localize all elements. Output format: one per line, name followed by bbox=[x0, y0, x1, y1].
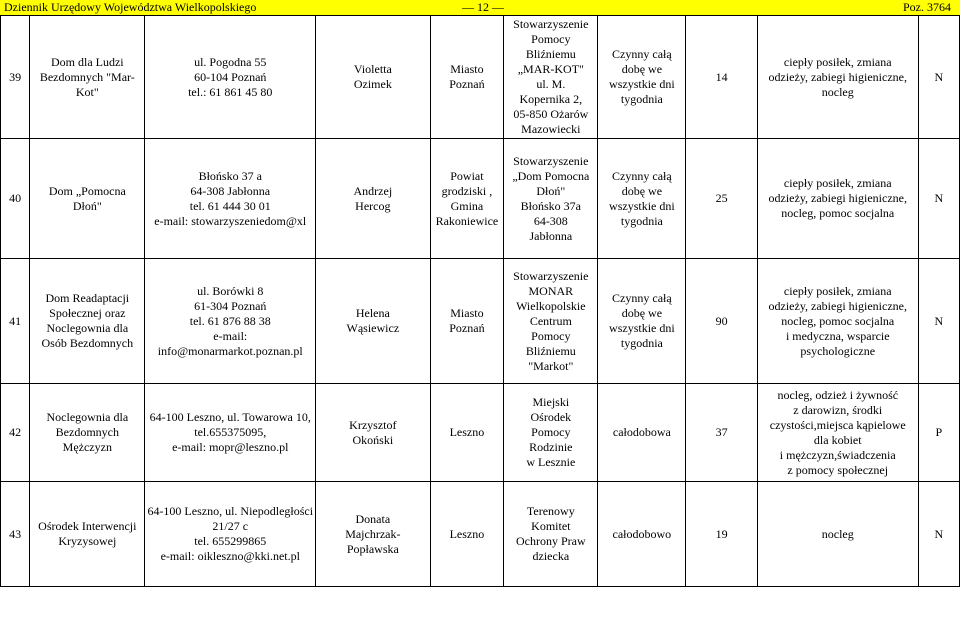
person-line: Krzysztof bbox=[349, 417, 397, 432]
cell-owner bbox=[430, 139, 504, 259]
person-line: Ozimek bbox=[353, 77, 392, 91]
name-line: Kryzysowej bbox=[58, 534, 117, 548]
name-line: Dom „Pomocna bbox=[48, 183, 126, 198]
address-line: 64-308 Jabłonna bbox=[190, 183, 271, 198]
person-line: Andrzej bbox=[353, 183, 393, 198]
page-number: — 12 — bbox=[462, 0, 504, 14]
services-line: psychologiczne bbox=[800, 343, 876, 358]
operator-line: Wielkopolskie bbox=[516, 298, 586, 313]
person-line: Popławska bbox=[346, 541, 399, 556]
cell-services bbox=[757, 139, 918, 259]
cell-type: N bbox=[918, 259, 959, 384]
operator-line: Mazowiecki bbox=[521, 122, 581, 136]
cell-address bbox=[145, 16, 316, 139]
owner-line: Poznań bbox=[449, 321, 485, 335]
cell-person bbox=[316, 384, 431, 482]
person-line: Okoński bbox=[352, 432, 394, 447]
operator-line: 64-308 bbox=[533, 213, 568, 228]
hours-line: wszystkie dni bbox=[609, 321, 675, 335]
services-line: odzieży, zabiegi higieniczne, bbox=[768, 69, 907, 84]
name-line: Mężczyzn bbox=[62, 440, 112, 454]
services-line: z darowizn, środki bbox=[793, 402, 883, 417]
address-line: e-mail: oikleszno@kki.net.pl bbox=[160, 549, 300, 563]
hours-line: Czynny całą bbox=[612, 291, 672, 305]
cell-places: 25 bbox=[686, 139, 758, 259]
cell-person bbox=[316, 139, 431, 259]
address-line: tel.655375095, bbox=[194, 425, 267, 439]
hours-line: dobę we bbox=[621, 183, 663, 198]
operator-line: Miejski bbox=[532, 395, 570, 409]
hours-line: Czynny całą bbox=[612, 47, 672, 61]
cell-hours bbox=[598, 482, 686, 587]
hours-line: tygodnia bbox=[620, 336, 663, 350]
table-row bbox=[1, 139, 960, 259]
address-line: Błońsko 37 a bbox=[198, 168, 262, 183]
address-line: tel. 655299865 bbox=[194, 534, 267, 548]
position-number: Poz. 3764 bbox=[903, 0, 951, 14]
owner-line: Leszno bbox=[449, 425, 485, 439]
cell-type: N bbox=[918, 16, 959, 139]
operator-line: „Dom Pomocna bbox=[512, 168, 590, 183]
operator-line: Jabłonna bbox=[529, 228, 573, 243]
name-line: Dłoń" bbox=[72, 198, 102, 213]
address-line: 21/27 c bbox=[212, 519, 249, 533]
operator-line: Bliźniemu bbox=[525, 47, 576, 61]
address-line: tel.: 61 861 45 80 bbox=[188, 84, 273, 99]
services-line: nocleg, pomoc socjalna bbox=[781, 313, 895, 328]
operator-line: dziecka bbox=[532, 549, 570, 563]
services-line: z pomocy społecznej bbox=[787, 462, 889, 477]
operator-line: w Lesznie bbox=[526, 455, 576, 469]
cell-lp: 43 bbox=[1, 482, 30, 587]
table-row bbox=[1, 384, 960, 482]
cell-places: 14 bbox=[686, 16, 758, 139]
cell-services bbox=[757, 16, 918, 139]
operator-line: Terenowy bbox=[526, 504, 575, 518]
operator-line: Błońsko 37a bbox=[520, 198, 581, 213]
address-line: e-mail: bbox=[213, 328, 248, 343]
owner-line: Powiat bbox=[450, 168, 484, 183]
person-line: Majchrzak- bbox=[345, 526, 401, 541]
cell-address bbox=[145, 259, 316, 384]
cell-services bbox=[757, 259, 918, 384]
services-line: nocleg bbox=[821, 526, 854, 541]
cell-name bbox=[30, 384, 145, 482]
cell-type: N bbox=[918, 482, 959, 587]
services-line: ciepły posiłek, zmiana bbox=[783, 54, 892, 69]
cell-name bbox=[30, 482, 145, 587]
cell-places: 37 bbox=[686, 384, 758, 482]
cell-lp: 39 bbox=[1, 16, 30, 139]
name-line: Dom Readaptacji bbox=[45, 291, 130, 305]
address-line: 64-100 Leszno, ul. Towarowa 10, bbox=[149, 410, 311, 424]
address-line: tel. 61 876 88 38 bbox=[189, 313, 271, 328]
operator-line: 05-850 Ożarów bbox=[513, 107, 589, 121]
owner-line: Poznań bbox=[449, 77, 485, 91]
name-line: Ośrodek Interwencji bbox=[38, 519, 137, 533]
cell-owner bbox=[430, 384, 504, 482]
journal-title: Dziennik Urzędowy Województwa Wielkopolskiego bbox=[4, 0, 257, 14]
cell-places: 90 bbox=[686, 259, 758, 384]
cell-name bbox=[30, 16, 145, 139]
services-line: nocleg, pomoc socjalna bbox=[781, 206, 895, 220]
services-line: dla kobiet bbox=[813, 432, 862, 447]
operator-line: MONAR bbox=[528, 283, 574, 298]
cell-owner bbox=[430, 259, 504, 384]
operator-line: Komitet bbox=[531, 519, 571, 533]
name-line: Dom dla Ludzi bbox=[50, 54, 124, 69]
services-line: i medyczna, wsparcie bbox=[785, 328, 890, 343]
shelter-table bbox=[0, 15, 960, 587]
cell-operator bbox=[504, 482, 598, 587]
cell-services bbox=[757, 384, 918, 482]
hours-line: Czynny całą bbox=[612, 168, 672, 183]
cell-person bbox=[316, 259, 431, 384]
operator-line: Stowarzyszenie bbox=[513, 153, 589, 168]
cell-address bbox=[145, 139, 316, 259]
page-header bbox=[0, 0, 960, 15]
operator-line: Centrum bbox=[529, 313, 572, 328]
person-line: Violetta bbox=[353, 62, 392, 76]
person-line: Wąsiewicz bbox=[346, 321, 400, 335]
operator-line: Stowarzyszenie bbox=[513, 17, 589, 31]
person-line: Helena bbox=[355, 306, 390, 320]
owner-line: Miasto bbox=[450, 62, 484, 76]
operator-line: Ośrodek bbox=[530, 410, 572, 424]
cell-hours bbox=[598, 139, 686, 259]
cell-name bbox=[30, 259, 145, 384]
operator-line: Kopernika 2, bbox=[519, 92, 583, 106]
cell-hours bbox=[598, 16, 686, 139]
table-row bbox=[1, 482, 960, 587]
hours-line: dobę we bbox=[621, 62, 663, 76]
cell-hours bbox=[598, 384, 686, 482]
operator-line: Bliźniemu bbox=[525, 343, 576, 358]
cell-person bbox=[316, 16, 431, 139]
services-line: czystości,miejsca kąpielowe bbox=[769, 417, 906, 432]
cell-operator bbox=[504, 139, 598, 259]
name-line: Osób Bezdomnych bbox=[41, 336, 134, 350]
cell-address bbox=[145, 384, 316, 482]
cell-type: P bbox=[918, 384, 959, 482]
hours-line: tygodnia bbox=[620, 92, 663, 106]
services-line: i mężczyzn,świadczenia bbox=[779, 447, 896, 462]
operator-line: Pomocy bbox=[531, 32, 571, 46]
owner-line: grodziski , bbox=[441, 183, 493, 198]
operator-line: Rodzinie bbox=[529, 440, 573, 454]
operator-line: Stowarzyszenie bbox=[513, 268, 589, 283]
hours-line: wszystkie dni bbox=[609, 198, 675, 213]
cell-name bbox=[30, 139, 145, 259]
operator-line: "Markot" bbox=[528, 358, 574, 373]
services-line: odzieży, zabiegi higieniczne, bbox=[768, 298, 907, 313]
operator-line: „MAR-KOT" bbox=[517, 62, 584, 76]
cell-operator bbox=[504, 259, 598, 384]
cell-address bbox=[145, 482, 316, 587]
name-line: Kot" bbox=[75, 84, 99, 99]
address-line: tel. 61 444 30 01 bbox=[189, 198, 271, 213]
services-line: odzieży, zabiegi higieniczne, bbox=[768, 191, 907, 205]
cell-operator bbox=[504, 16, 598, 139]
address-line: 64-100 Leszno, ul. Niepodległości bbox=[147, 504, 314, 518]
name-line: Noclegownia dla bbox=[46, 321, 129, 335]
cell-lp: 42 bbox=[1, 384, 30, 482]
cell-hours bbox=[598, 259, 686, 384]
hours-line: tygodnia bbox=[620, 213, 663, 228]
person-line: Hercog bbox=[355, 198, 391, 213]
name-line: Społecznej oraz bbox=[49, 306, 126, 320]
table-row bbox=[1, 16, 960, 139]
address-line: e-mail: mopr@leszno.pl bbox=[172, 440, 289, 454]
hours-line: wszystkie dni bbox=[609, 77, 675, 91]
hours-line: dobę we bbox=[621, 306, 663, 320]
person-line: Donata bbox=[355, 511, 391, 526]
address-line: ul. Pogodna 55 bbox=[194, 54, 267, 69]
address-line: e-mail: stowarzyszeniedom@xl bbox=[154, 213, 307, 228]
owner-line: Leszno bbox=[449, 526, 485, 541]
cell-services bbox=[757, 482, 918, 587]
cell-owner bbox=[430, 482, 504, 587]
owner-line: Rakoniewice bbox=[435, 213, 499, 228]
cell-lp: 40 bbox=[1, 139, 30, 259]
owner-line: Gmina bbox=[450, 198, 484, 213]
cell-operator bbox=[504, 384, 598, 482]
address-line: info@monarmarkot.poznan.pl bbox=[157, 343, 303, 358]
services-line: nocleg bbox=[821, 84, 854, 99]
cell-type: N bbox=[918, 139, 959, 259]
owner-line: Miasto bbox=[450, 306, 484, 320]
operator-line: Ochrony Praw bbox=[515, 534, 586, 548]
hours-line: całodobowo bbox=[612, 526, 672, 541]
hours-line: całodobowa bbox=[612, 425, 671, 439]
name-line: Bezdomnych bbox=[55, 425, 119, 439]
services-line: ciepły posiłek, zmiana bbox=[783, 283, 892, 298]
address-line: ul. Borówki 8 bbox=[197, 283, 264, 298]
services-line: ciepły posiłek, zmiana bbox=[783, 176, 892, 190]
table-row bbox=[1, 259, 960, 384]
cell-person bbox=[316, 482, 431, 587]
address-line: 61-304 Poznań bbox=[194, 298, 267, 313]
operator-line: Pomocy bbox=[531, 328, 571, 343]
name-line: Noclegownia dla bbox=[46, 410, 129, 424]
operator-line: Pomocy bbox=[531, 425, 571, 439]
operator-line: Dłoń" bbox=[536, 183, 566, 198]
cell-lp: 41 bbox=[1, 259, 30, 384]
name-line: Bezdomnych "Mar- bbox=[39, 69, 135, 84]
cell-owner bbox=[430, 16, 504, 139]
cell-places: 19 bbox=[686, 482, 758, 587]
operator-line: ul. M. bbox=[536, 77, 566, 91]
address-line: 60-104 Poznań bbox=[194, 69, 267, 84]
services-line: nocleg, odzież i żywność bbox=[777, 387, 899, 402]
